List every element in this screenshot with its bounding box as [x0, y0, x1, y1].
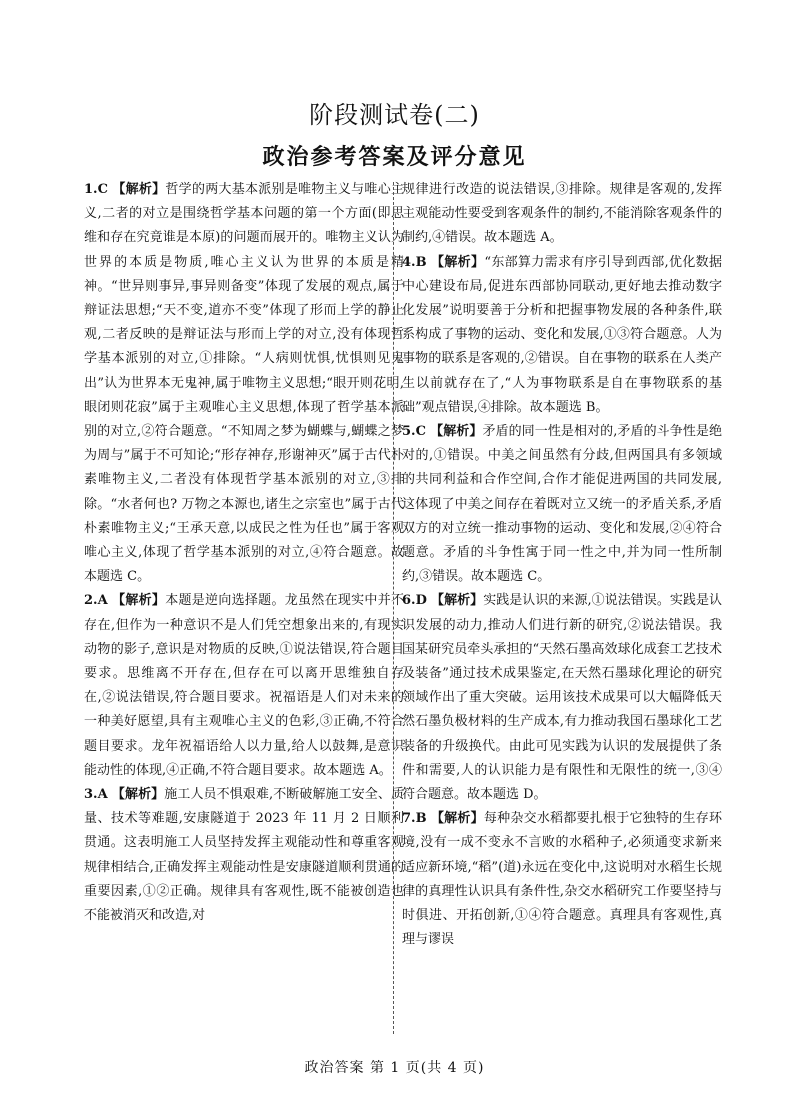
- question-number: 4.B: [402, 254, 427, 270]
- column-divider: [393, 182, 394, 1034]
- answer-item: [402, 589, 722, 807]
- analysis-tag: 【解析】: [431, 593, 484, 609]
- answer-text: 实践是认识的来源,①说法错误。实践是认识发展的动力,推动人们进行新的研究,②说法错误。我国某研究员牵头承担的“天然石墨高效球化成套工艺技术及装备”通过技术成果鉴定,在天然石墨球化理论的研究领域作出了重大突破。运用该技术成果可以大幅降低天然石墨负极材料的生产成本,有力推动我国石墨球化工艺装备的升级换代。由此可见实践为认识的发展提供了条件和需要,人的认识能力是有限性和无限性的统一,③④符合题意。故本题选 D。: [402, 593, 722, 803]
- page-footer: 政治答案 第 1 页(共 4 页): [304, 1060, 485, 1076]
- page-title: 阶段测试卷(二): [309, 101, 480, 129]
- answer-text: 哲学的两大基本派别是唯物主义与唯心主义,二者的对立是围绕哲学基本问题的第一个方面(即思维和存在究竟谁是本原)的问题而展开的。唯物主义认为世界的本质是物质,唯心主义认为世界的本质是精神。“世异则事异,事异则备变”体现了发展的观点,属于辩证法思想;“天不变,道亦不变”体现了形而上学的静止观,二者反映的是辩证法与形而上学的对立,没有体现哲学基本派别的对立,①排除。“人病则忧惧,忧惧则见鬼出”认为世界本无鬼神,属于唯物主义思想;“眼开则花明,眼闭则花寂”属于主观唯心主义思想,体现了哲学基本派别的对立,②符合题意。“不知周之梦为蝴蝶与,蝴蝶之梦为周与”属于不可知论;“形存神存,形谢神灭”属于古代朴素唯物主义,二者没有体现哲学基本派别的对立,③排除。“水者何也? 万物之本源也,诸生之宗室也”属于古代朴素唯物主义;“王承天意,以成民之性为任也”属于客观唯心主义,体现了哲学基本派别的对立,④符合题意。故本题选 C。: [84, 182, 404, 585]
- analysis-tag: 【解析】: [430, 811, 484, 827]
- right-column: [402, 178, 722, 953]
- page-subtitle: 政治参考答案及评分意见: [262, 144, 527, 170]
- answer-text: “东部算力需求有序引导到西部,优化数据中心建设布局,促进东西部协同联动,更好地去推动数字化发展”说明要善于分析和把握事物发展的各种条件,联系构成了事物的运动、变化和发展,①③符合题意。人为事物的联系是客观的,②错误。自在事物的联系在人类产生以前就存在了,“人为事物联系是自在事物联系的基础”观点错误,④排除。故本题选 B。: [402, 254, 722, 415]
- analysis-tag: 【解析】: [112, 182, 166, 197]
- answer-text: 矛盾的同一性是相对的,矛盾的斗争性是绝对的,①错误。中美之间虽然有分歧,但两国具有多领域的共同利益和合作空间,合作才能促进两国的共同发展,这体现了中美之间存在着既对立又统一的矛盾关系,矛盾双方的对立统一推动事物的运动、变化和发展,②④符合题意。矛盾的斗争性寓于同一性之中,并为同一性所制约,③错误。故本题选 C。: [402, 424, 722, 585]
- question-number: 7.B: [402, 811, 427, 827]
- answer-text: 规律进行改造的说法错误,③排除。规律是客观的,发挥主观能动性要受到客观条件的制约,不能消除客观条件的制约,④错误。故本题选 A。: [402, 182, 722, 246]
- left-column: [84, 178, 404, 928]
- question-number: 2.A: [84, 593, 108, 609]
- analysis-tag: 【解析】: [112, 593, 166, 609]
- answer-item-continued: [402, 178, 722, 251]
- answer-item: [402, 420, 722, 589]
- answer-item: [84, 783, 404, 928]
- question-number: 3.A: [84, 787, 108, 803]
- question-number: 1.C: [84, 182, 108, 197]
- answer-text: 每种杂交水稻都要扎根于它独特的生存环境,没有一成不变永不言败的水稻种子,必须通变求新来适应新环境,“稻”(道)永远在变化中,这说明对水稻生长规律的真理性认识具有条件性,杂交水稻研究工作要坚持与时俱进、开拓创新,①④符合题意。真理具有客观性,真理与谬误: [402, 811, 722, 948]
- answer-item: [84, 589, 404, 783]
- question-number: 5.C: [402, 424, 426, 440]
- answer-item: [402, 251, 722, 420]
- analysis-tag: 【解析】: [430, 424, 483, 440]
- answer-text: 施工人员不惧艰难,不断破解施工安全、质量、技术等难题,安康隧道于 2023 年 11 月 2 日顺利贯通。这表明施工人员坚持发挥主观能动性和尊重客观规律相结合,正确发挥主观能动性是安康隧道顺利贯通的重要因素,①②正确。规律具有客观性,既不能被创造也不能被消灭和改造,对: [84, 787, 404, 924]
- question-number: 6.D: [402, 593, 427, 609]
- analysis-tag: 【解析】: [431, 254, 485, 270]
- answer-item: [402, 807, 722, 952]
- analysis-tag: 【解析】: [111, 787, 165, 803]
- answer-item: [84, 178, 404, 589]
- answer-text: 本题是逆向选择题。龙虽然在现实中并不存在,但作为一种意识不是人们凭空想象出来的,有现实动物的影子,意识是对物质的反映,①说法错误,符合题目要求。思维离不开存在,但存在可以离开思维独自存在,②说法错误,符合题目要求。祝福语是人们对未来的一种美好愿望,具有主观唯心主义的色彩,③正确,不符合题目要求。龙年祝福语给人以力量,给人以鼓舞,是意识能动性的体现,④正确,不符合题目要求。故本题选 A。: [84, 593, 404, 778]
